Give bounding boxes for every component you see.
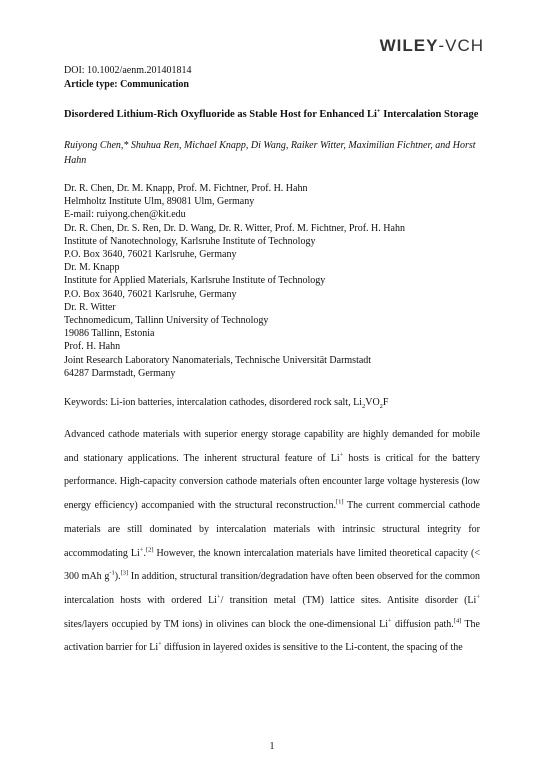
citation[interactable]: [2] — [145, 546, 154, 554]
logo-suffix: -VCH — [438, 36, 484, 55]
affiliation-line: Prof. H. Hahn — [64, 341, 121, 353]
affiliation-line: Helmholtz Institute Ulm, 89081 Ulm, Germany — [64, 196, 255, 208]
page-number: 1 — [269, 741, 275, 752]
keywords-text: Keywords: Li-ion batteries, intercalation cathodes, disordered rock salt, Li — [64, 397, 362, 409]
author-list: Ruiyong Chen,* Shuhua Ren, Michael Knapp, Di Wang, Raiker Witter, Maximilian Fichtner, and Horst Hahn — [64, 140, 476, 166]
affiliation-line: P.O. Box 3640, 76021 Karlsruhe, Germany — [64, 288, 237, 300]
citation[interactable]: [3] — [120, 569, 129, 577]
body-span: The activation barrier for Li — [64, 618, 480, 654]
affiliation-line: E-mail: ruiyong.chen@kit.edu — [64, 209, 186, 221]
publisher-logo — [380, 36, 484, 56]
body-paragraph — [64, 423, 480, 660]
affiliation-line: Dr. M. Knapp — [64, 262, 120, 274]
body-sup: + — [339, 451, 344, 459]
affiliation-line: 64287 Darmstadt, Germany — [64, 367, 176, 379]
body-sup: + — [388, 617, 392, 625]
keywords-text: F — [382, 397, 389, 409]
body-span: In addition, structural transition/degradation have often been observed for the common intercalation hosts with ordered Li — [64, 571, 480, 606]
affiliation-line: Dr. R. Chen, Dr. S. Ren, Dr. D. Wang, Dr. R. Witter, Prof. M. Fichtner, Prof. H. Hahn — [64, 222, 405, 234]
citation[interactable]: [1] — [336, 498, 344, 506]
body-span: sites/layers occupied by TM ions) in olivines can block the one-dimensional Li — [64, 618, 389, 630]
paper-page — [64, 64, 480, 660]
body-sup: + — [139, 546, 144, 554]
citation[interactable]: [4] — [453, 617, 462, 625]
body-span: / transition metal (TM) lattice sites. Antisite disorder (Li — [220, 594, 477, 606]
keywords-sub: 2 — [361, 403, 366, 411]
affiliation-line: 19086 Tallinn, Estonia — [64, 328, 155, 340]
affiliation-line: Technomedicum, Tallinn University of Technology — [64, 315, 269, 327]
affiliation-line: Joint Research Laboratory Nanomaterials, Technische Universität Darmstadt — [64, 354, 372, 366]
affiliation-line: Dr. R. Witter — [64, 301, 116, 313]
affiliation-line: P.O. Box 3640, 76021 Karlsruhe, Germany — [64, 249, 237, 261]
body-span: . — [143, 547, 146, 559]
body-span: ). — [114, 571, 121, 583]
article-meta — [64, 64, 480, 91]
body-span: The current commercial cathode materials are still dominated by intercalation materials with intrinsic structural integrity for accommodating Li — [64, 500, 480, 559]
body-span: Advanced cathode materials with superior energy storage capability are highly demanded for mobile and stationary applications. The inherent structural feature of Li — [64, 429, 480, 464]
title-part1: Disordered Lithium-Rich Oxyfluoride as Stable Host for Enhanced Li — [64, 109, 377, 120]
keywords-sub: 2 — [379, 403, 383, 411]
paper-title — [64, 107, 480, 122]
body-sup: + — [476, 593, 480, 601]
doi: DOI: 10.1002/aenm.201401814 — [64, 65, 192, 76]
keywords — [64, 396, 480, 409]
title-part2: Intercalation Storage — [380, 109, 479, 120]
affiliation-line: Institute of Nanotechnology, Karlsruhe Institute of Technology — [64, 235, 316, 247]
body-span: diffusion path. — [391, 618, 454, 630]
logo-brand: WILEY — [379, 36, 439, 55]
article-type: Article type: Communication — [64, 78, 189, 90]
body-span: However, the known intercalation materials have limited theoretical capacity (< 300 mAh g — [64, 547, 481, 583]
keywords-text: VO — [365, 397, 380, 409]
affiliations — [64, 182, 480, 380]
body-sup: + — [216, 593, 221, 601]
title-sup: + — [376, 107, 381, 115]
affiliation-line: Dr. R. Chen, Dr. M. Knapp, Prof. M. Fichtner, Prof. H. Hahn — [64, 183, 308, 194]
body-span: hosts is critical for the battery performance. High-capacity conversion cathode materials often encounter large voltage hysteresis (low energy efficiency) accompanied with the structural reconstruction. — [64, 452, 480, 512]
body-span: diffusion in layered oxides is sensitive to the Li-content, the spacing of the — [161, 642, 463, 654]
body-sup: -1 — [109, 569, 115, 577]
body-text — [64, 423, 480, 660]
affiliation-line: Institute for Applied Materials, Karlsruhe Institute of Technology — [64, 275, 326, 287]
body-sup: + — [158, 641, 162, 649]
